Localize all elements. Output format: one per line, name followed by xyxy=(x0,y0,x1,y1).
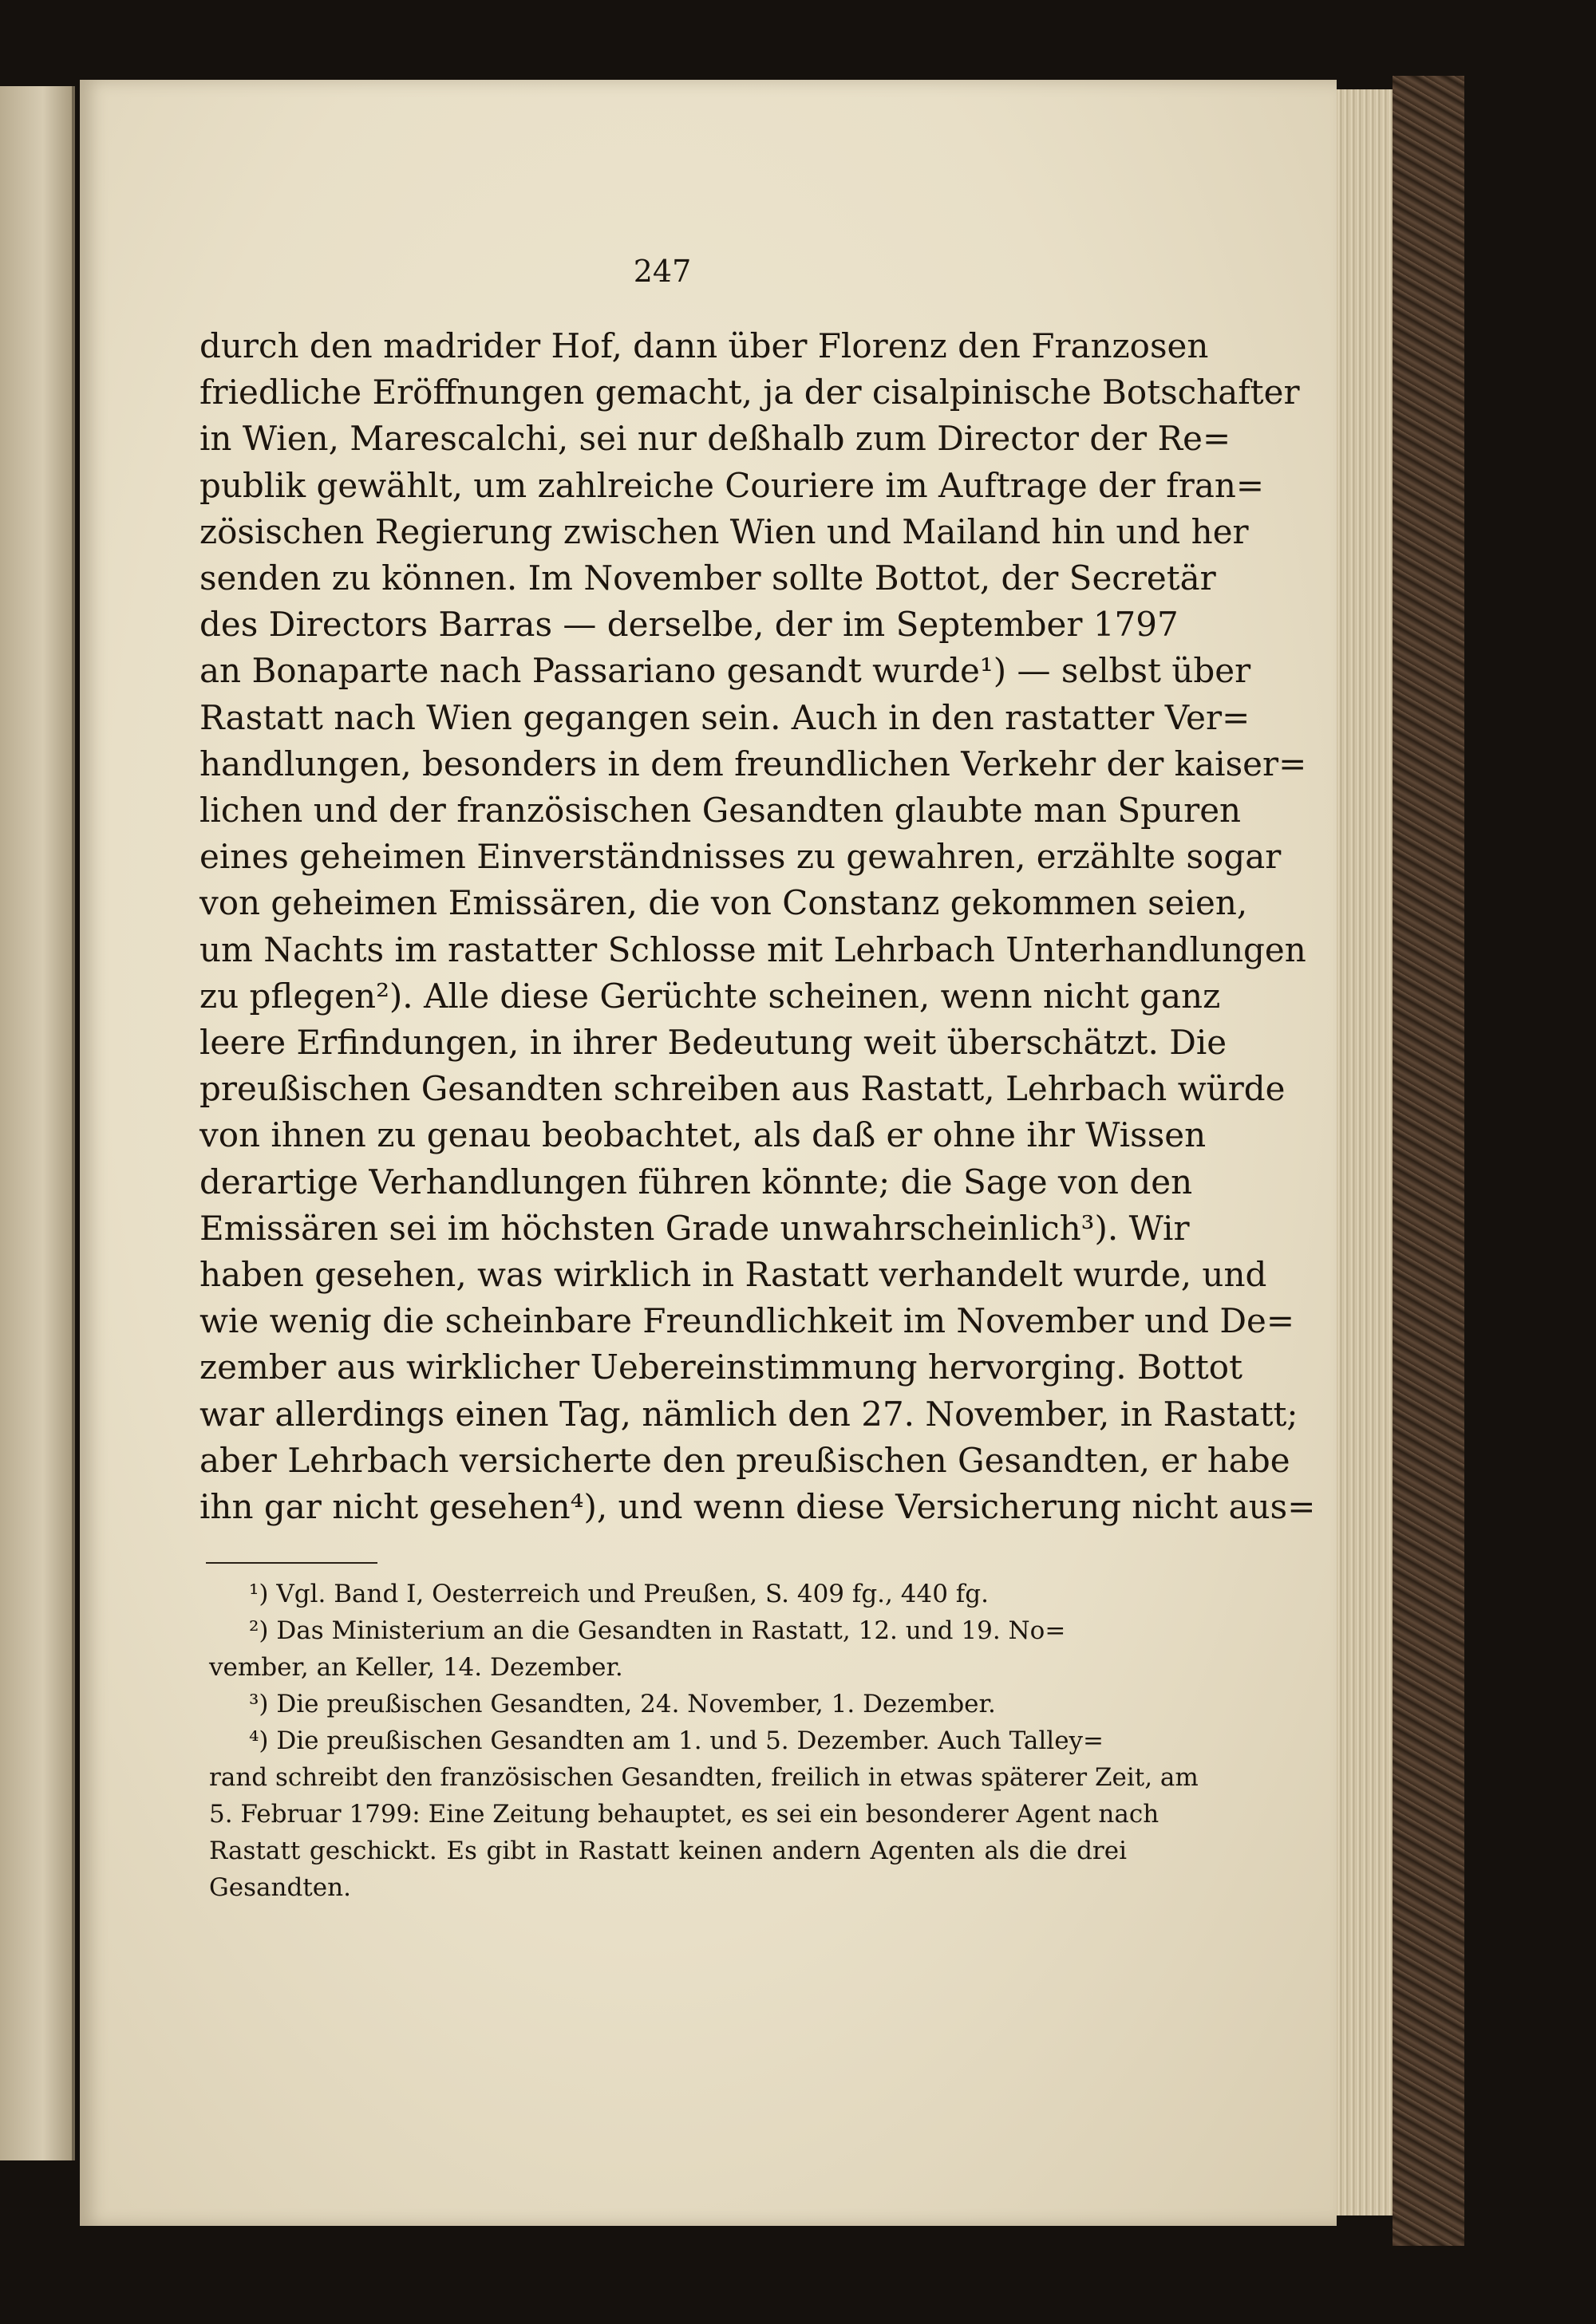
text-line: durch den madrider Hof, dann über Florenz den Franzosen xyxy=(200,326,1209,365)
text-line: von geheimen Emissären, die von Constanz gekommen seien, xyxy=(200,883,1248,923)
footnote: ²) Das Ministerium an die Gesandten in Rastatt, 12. und 19. No= xyxy=(249,1616,1066,1645)
text-line: leere Erfindungen, in ihrer Bedeutung weit überschätzt. Die xyxy=(200,1023,1227,1063)
text-line: handlungen, besonders in dem freundlichen Verkehr der kaiser= xyxy=(200,744,1307,783)
text-line: Emissären sei im höchsten Grade unwahrscheinlich³). Wir xyxy=(200,1208,1190,1248)
text-line: zösischen Regierung zwischen Wien und Mailand hin und her xyxy=(200,511,1249,551)
page-stack-edge xyxy=(1337,89,1393,2215)
footnote: ⁴) Die preußischen Gesandten am 1. und 5. Dezember. Auch Talley= xyxy=(249,1726,1104,1755)
text-line: friedliche Eröffnungen gemacht, ja der cisalpinische Botschafter xyxy=(200,373,1300,412)
footnote-continuation: Gesandten. xyxy=(209,1873,351,1902)
text-line: war allerdings einen Tag, nämlich den 27. November, in Rastatt; xyxy=(200,1394,1298,1434)
footnote: ¹) Vgl. Band I, Oesterreich und Preußen, S. 409 fg., 440 fg. xyxy=(249,1580,989,1608)
footnotes xyxy=(209,1576,1199,1906)
body-text xyxy=(200,323,1316,1530)
text-line: um Nachts im rastatter Schlosse mit Lehrbach Unterhandlungen xyxy=(200,929,1306,969)
text-line: derartige Verhandlungen führen könnte; die Sage von den xyxy=(200,1162,1193,1201)
marbled-cover xyxy=(1393,76,1464,2246)
text-line: zu pflegen²). Alle diese Gerüchte scheinen, wenn nicht ganz xyxy=(200,976,1221,1016)
text-line: lichen und der französischen Gesandten glaubte man Spuren xyxy=(200,791,1242,831)
text-line: von ihnen zu genau beobachtet, als daß er ohne ihr Wissen xyxy=(200,1115,1207,1155)
page-number: 247 xyxy=(633,254,692,289)
text-line: eines geheimen Einverständnisses zu gewahren, erzählte sogar xyxy=(200,837,1282,877)
text-line: Rastatt nach Wien gegangen sein. Auch in den rastatter Ver= xyxy=(200,697,1250,737)
text-line: publik gewählt, um zahlreiche Couriere im Auftrage der fran= xyxy=(200,465,1265,505)
text-line: in Wien, Marescalchi, sei nur deßhalb zum Director der Re= xyxy=(200,419,1231,459)
text-line: an Bonaparte nach Passariano gesandt wurde¹) — selbst über xyxy=(200,651,1251,691)
text-line: preußischen Gesandten schreiben aus Rastatt, Lehrbach würde xyxy=(200,1069,1286,1109)
left-page-edge xyxy=(0,86,75,2160)
footnote-continuation: 5. Februar 1799: Eine Zeitung behauptet, es sei ein besonderer Agent nach xyxy=(209,1800,1159,1829)
text-line: des Directors Barras — derselbe, der im September 1797 xyxy=(200,605,1179,645)
footnote-continuation: vember, an Keller, 14. Dezember. xyxy=(209,1653,623,1682)
text-line: senden zu können. Im November sollte Bottot, der Secretär xyxy=(200,558,1216,598)
text-line: zember aus wirklicher Uebereinstimmung hervorging. Bottot xyxy=(200,1347,1242,1387)
footnote-continuation: rand schreibt den französischen Gesandten, freilich in etwas späterer Zeit, am xyxy=(209,1763,1199,1792)
text-line: aber Lehrbach versicherte den preußischen Gesandten, er habe xyxy=(200,1440,1290,1480)
text-line: ihn gar nicht gesehen⁴), und wenn diese Versicherung nicht aus= xyxy=(200,1487,1316,1527)
footnote: ³) Die preußischen Gesandten, 24. November, 1. Dezember. xyxy=(249,1690,996,1718)
text-line: wie wenig die scheinbare Freundlichkeit im November und De= xyxy=(200,1301,1295,1341)
text-line: haben gesehen, was wirklich in Rastatt verhandelt wurde, und xyxy=(200,1255,1267,1295)
footnote-continuation: Rastatt geschickt. Es gibt in Rastatt keinen andern Agenten als die drei xyxy=(209,1837,1127,1865)
footnote-rule xyxy=(206,1562,377,1564)
